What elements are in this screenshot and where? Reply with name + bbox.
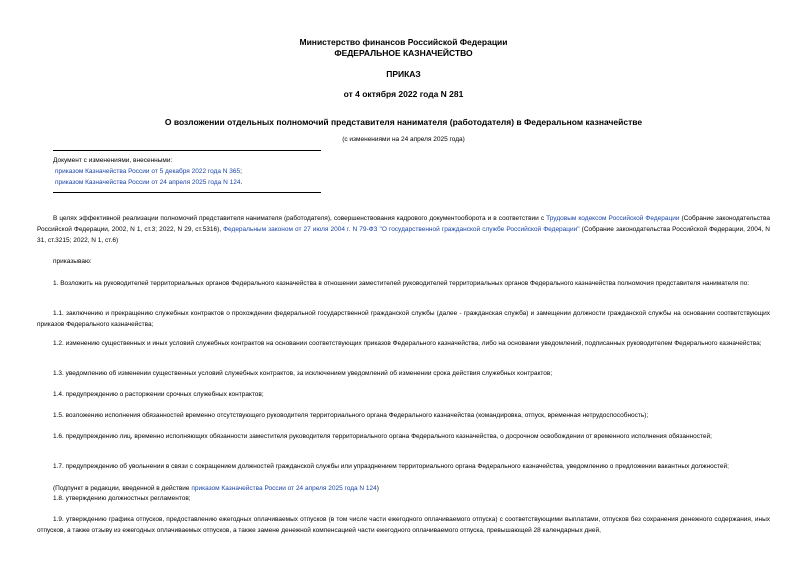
changes-box-top-rule [53,150,321,151]
item-1: 1. Возложить на руководителей территориальных органов Федерального казначейства в отношении заместителей руководителей территориальных органов Федерального казначейства полномочия представителя нанимателя по: [53,280,750,287]
document-date-number: от 4 октября 2022 года N 281 [343,89,464,99]
changes-link-2025[interactable]: приказом Казначейства России от 24 апреля 2025 года N 124 [55,179,241,186]
item-1-7-note-text-2: ) [376,485,379,492]
labor-code-link[interactable]: Трудовым кодексом Российской Федерации [546,215,680,222]
item-1-1: 1.1. заключению и прекращению служебных контрактов о прохождении федеральной государственной гражданской службы (далее - гражданская служба) и замещении должности гражданской службы на основании соответствующих приказов Федерального казначейства; [37,310,770,328]
item-1-6: 1.6. предупреждению лиц, временно исполняющих обязанности заместителя руководителя территориального органа Федерального казначейства, о досрочном освобождении от временного исполнения обязанностей; [53,433,712,440]
item-1-2: 1.2. изменению существенных и иных условий служебных контрактов на основании соответствующих приказов Федерального казначейства, либо на основании уведомлений, подписанных руководителем Федерального казначейства; [53,340,762,347]
changes-link-2022[interactable]: приказом Казначейства России от 5 декабря 2022 года N 365 [55,168,241,175]
item-1-7: 1.7. предупреждению об увольнении в связи с сокращением должностей гражданской службы или упразднением территориального органа Федерального казначейства, уведомлению о предложении вакантных должностей; [53,463,729,470]
changes-box [53,155,353,188]
item-1-8: 1.8. утверждению должностных регламентов; [53,495,191,502]
order-word: приказываю: [53,258,92,265]
preamble-text-3: (Собрание законодательства Российской Федерации, 2004, N 31, ст.3215; 2022, N 1, ст.6) [37,226,770,244]
preamble-text-2: (Собрание законодательства Российской Федерации, 2002, N 1, ст.3; 2022, N 29, ст.5316), [37,215,770,233]
revision-note: (с изменениями на 24 апреля 2025 года) [342,136,465,143]
item-1-7-note-link[interactable]: приказом Казначейства России от 24 апреля 2025 года N 124 [191,485,377,492]
item-1-5: 1.5. возложению исполнения обязанностей временно отсутствующего руководителя территориального органа Федерального казначейства (командировка, отпуск, временная нетрудоспособность); [53,412,649,419]
changes-box-bottom-rule [53,192,321,193]
preamble-paragraph [37,213,770,246]
preamble-text-1: В целях эффективной реализации полномочий представителя нанимателя (работодателя), совершенствования кадрового документооборота и в соответствии с [53,215,547,222]
document-title: О возложении отдельных полномочий представителя нанимателя (работодателя) в Федеральном казначействе [164,117,643,127]
item-1-7-note-text-1: (Подпункт в редакции, введенной в действие [53,485,192,492]
changes-intro: Документ с изменениями, внесенными: [53,157,173,164]
document-type: ПРИКАЗ [386,69,421,79]
changes-sep-2: . [240,179,243,186]
item-1-9: 1.9. утверждению графика отпусков, предоставлению ежегодных оплачиваемых отпусков (в том числе части ежегодного оплачиваемого отпуска) с соответствующими выплатами, отпусков без сохранения денежного содержания, иных отпусков, а также отзыву из ежегодных оплачиваемых отпусков, а также замене денежной компенсацией части ежегодного оплачиваемого отпуска, превышающей 28 календарных дней, [37,516,770,534]
item-1-4: 1.4. предупреждению о расторжении срочных служебных контрактов; [53,391,264,398]
agency-name: ФЕДЕРАЛЬНОЕ КАЗНАЧЕЙСТВО [334,48,473,58]
federal-law-link[interactable]: Федеральным законом от 27 июля 2004 г. N 79-ФЗ "О государственной гражданской службе Российской Федерации" [223,226,580,233]
ministry-name: Министерство финансов Российской Федерации [299,37,508,47]
changes-sep-1: ; [240,168,242,175]
item-1-3: 1.3. уведомлению об изменении существенных условий служебных контрактов, за исключением уведомлений об изменении срока действия служебных контрактов; [53,370,553,377]
